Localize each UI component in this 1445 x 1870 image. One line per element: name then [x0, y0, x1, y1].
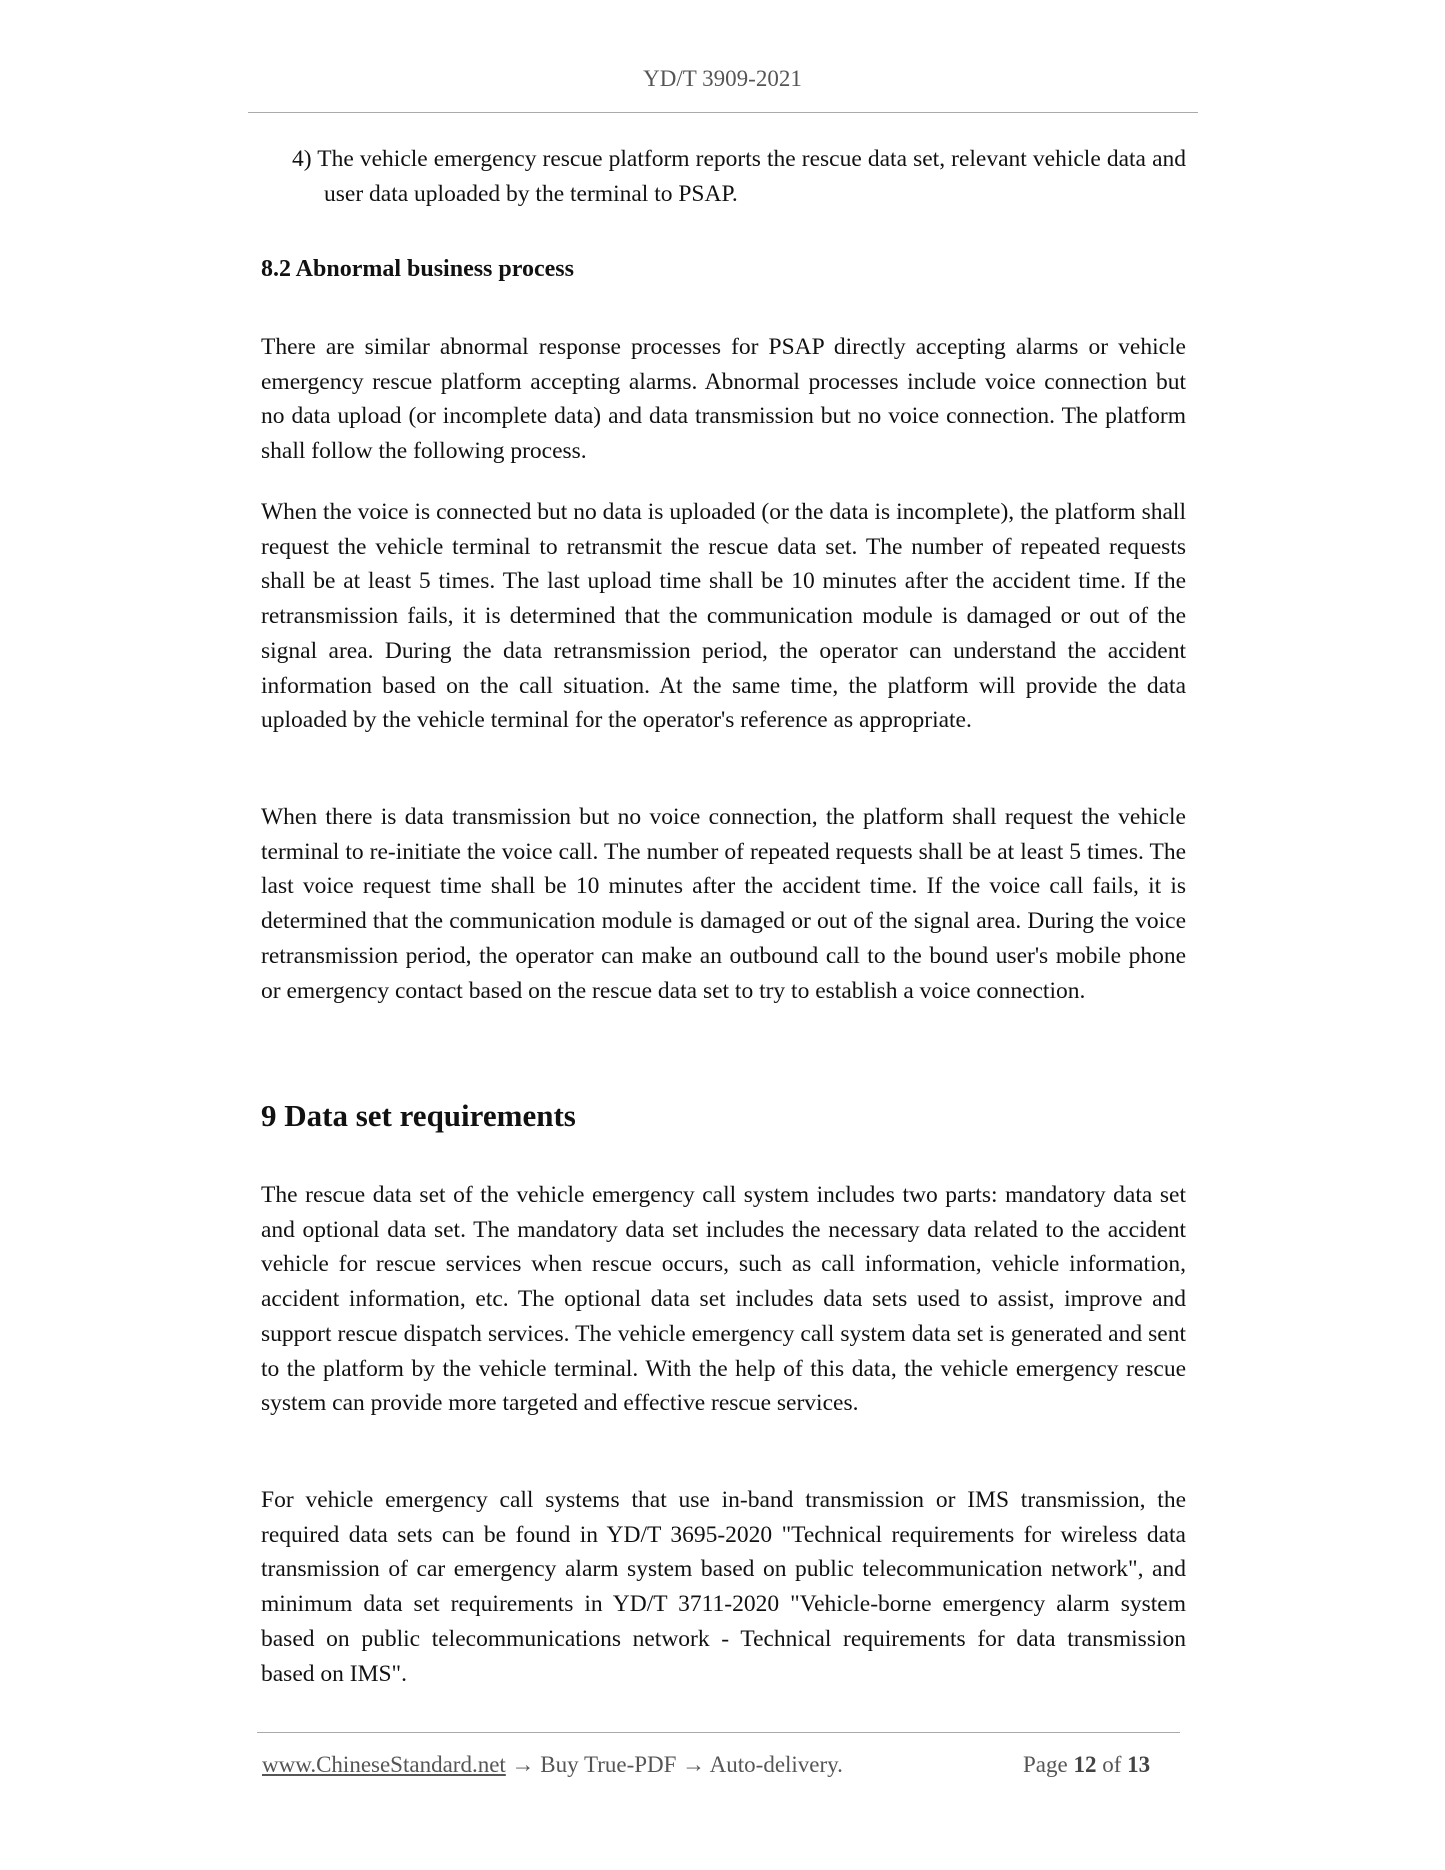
- footer-divider: [257, 1732, 1180, 1733]
- section-9-heading: 9 Data set requirements: [261, 1098, 576, 1133]
- document-code-header: YD/T 3909-2021: [643, 66, 802, 91]
- page-total: 13: [1127, 1752, 1151, 1777]
- of-label: of: [1102, 1752, 1122, 1777]
- list-item-4: 4) The vehicle emergency rescue platform reports the rescue data set, relevant vehicle data and user data uploaded by the terminal to PSAP.: [292, 146, 1186, 207]
- paragraph: When there is data transmission but no voice connection, the platform shall request the vehicle terminal to re-initiate the voice call. The number of repeated requests shall be at least 5 times. The last voice request time shall be 10 minutes after the accident time. If the voice call fails, it is determined that the communication module is damaged or out of the signal area. During the voice retransmission period, the operator can make an outbound call to the bound user's mobile phone or emergency contact based on the rescue data set to try to establish a voice connection.: [261, 804, 1186, 1004]
- page-label: Page: [1023, 1752, 1068, 1777]
- footer-promo-text: → Buy True-PDF → Auto-delivery.: [505, 1752, 843, 1777]
- paragraph: There are similar abnormal response processes for PSAP directly accepting alarms or vehicle emergency rescue platform accepting alarms. Abnormal processes include voice connection but no data upload (or incomplete data) and data transmission but no voice connection. The platform shall follow the following process.: [261, 334, 1186, 465]
- section-8-2-heading: 8.2 Abnormal business process: [261, 256, 574, 282]
- header-divider: [248, 112, 1198, 113]
- page-indicator: [1023, 1752, 1150, 1778]
- paragraph: When the voice is connected but no data is uploaded (or the data is incomplete), the platform shall request the vehicle terminal to retransmit the rescue data set. The number of repeated requests shall be at least 5 times. The last upload time shall be 10 minutes after the accident time. If the retransmission fails, it is determined that the communication module is damaged or out of the signal area. During the data retransmission period, the operator can understand the accident information based on the call situation. At the same time, the platform will provide the data uploaded by the vehicle terminal for the operator's reference as appropriate.: [261, 499, 1186, 734]
- paragraph: For vehicle emergency call systems that use in-band transmission or IMS transmission, the required data sets can be found in YD/T 3695-2020 "Technical requirements for wireless data transmission of car emergency alarm system based on public telecommunication network", and minimum data set requirements in YD/T 3711-2020 "Vehicle-borne emergency alarm system based on public telecommunications network - Technical requirements for data transmission based on IMS".: [261, 1487, 1186, 1687]
- paragraph: The rescue data set of the vehicle emergency call system includes two parts: mandatory data set and optional data set. The mandatory data set includes the necessary data related to the accident vehicle for rescue services when rescue occurs, such as call information, vehicle information, accident information, etc. The optional data set includes data sets used to assist, improve and support rescue dispatch services. The vehicle emergency call system data set is generated and sent to the platform by the vehicle terminal. With the help of this data, the vehicle emergency rescue system can provide more targeted and effective rescue services.: [261, 1182, 1186, 1417]
- website-link[interactable]: www.ChineseStandard.net: [262, 1752, 506, 1777]
- page-current: 12: [1073, 1752, 1097, 1777]
- footer-promo: [262, 1752, 843, 1778]
